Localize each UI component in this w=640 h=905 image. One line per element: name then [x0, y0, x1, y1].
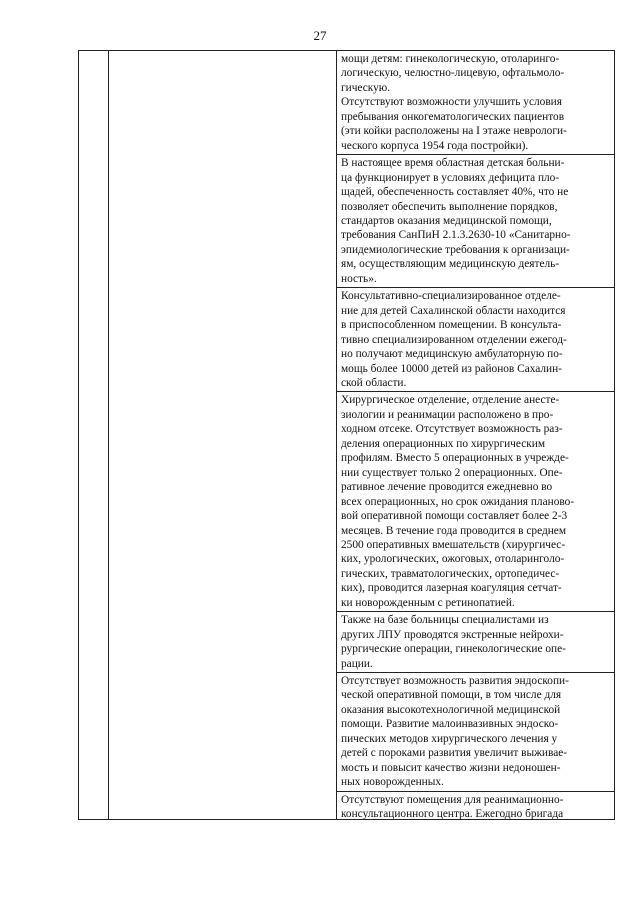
- column-divider: [108, 51, 109, 819]
- row-divider: [336, 672, 615, 673]
- column-divider: [336, 51, 337, 819]
- row-divider: [336, 791, 615, 792]
- page-number: 27: [313, 28, 327, 43]
- table-text-column: [341, 52, 611, 822]
- paragraph: В настоящее время областная детская больни- ца функционирует в условиях дефицита пло- щадей, обеспеченность составляет 40%, что не позволяет обеспечить выполнение порядков, стандартов оказания медицинской помощи, требования СанПиН 2.1.3.2630-10 «Санитарно- эпидемиологические требования к организаци- ям, осуществляющим медицинскую деятель- ность».: [341, 157, 571, 285]
- paragraph: Отсутствует возможность развития эндоскопи- ческой оперативной помощи, в том числе для оказания высокотехнологичной медицинской помощи. Развитие малоинвазивных эндоско- пических методов хирургического лечения у детей с пороками развития увеличит выживае- мость и повысит качество жизни недоношен- ных новорожденных.: [341, 675, 569, 789]
- paragraph: Отсутствуют помещения для реанимационно- консультационного центра. Ежегодно бригада: [341, 793, 564, 821]
- document-table: [78, 50, 615, 820]
- row-divider: [336, 154, 615, 155]
- row-divider: [336, 391, 615, 392]
- paragraph: Хирургическое отделение, отделение анесте- зиологии и реанимации расположено в про- ходном отсеке. Отсутствует возможность раз- деления операционных по хирургическим профилям. Вместо 5 операционных в учрежде- нии существует только 2 операционных. Опе- ративное лечение проводится ежедневно во всех операционных, но срок ожидания планово- вой оперативной помощи составляет более 2-3 месяцев. В течение года проводится в среднем 2500 оперативных вмешательств (хирургичес- ких, урологических, ожоговых, отоларинголо- гических, травматологических, ортопедичес- ких), проводится лазерная коагуляция сетчат- ки новорожденным с ретинопатией.: [341, 394, 575, 609]
- row-divider: [336, 287, 615, 288]
- row-divider: [336, 611, 615, 612]
- paragraph: Консультативно-специализированное отделе- ние для детей Сахалинской области находится в приспособленном помещении. В консульта- тивно специализированном отделении ежегод- но получают медицинскую амбулаторную по- мощь более 10000 детей из районов Сахалин- ской области.: [341, 290, 567, 389]
- paragraph: Также на базе больницы специалистами из других ЛПУ проводятся экстренные нейрохи- рургические операции, гинекологические опе- рации.: [341, 614, 566, 670]
- paragraph: мощи детям: гинекологическую, отоларинго- логическую, челюстно-лицевую, офтальмоло- гическую. Отсутствуют возможности улучшить условия пребывания онкогематологических пациентов (эти койки расположены на I этаже неврологи- ческого корпуса 1954 года постройки).: [341, 53, 567, 152]
